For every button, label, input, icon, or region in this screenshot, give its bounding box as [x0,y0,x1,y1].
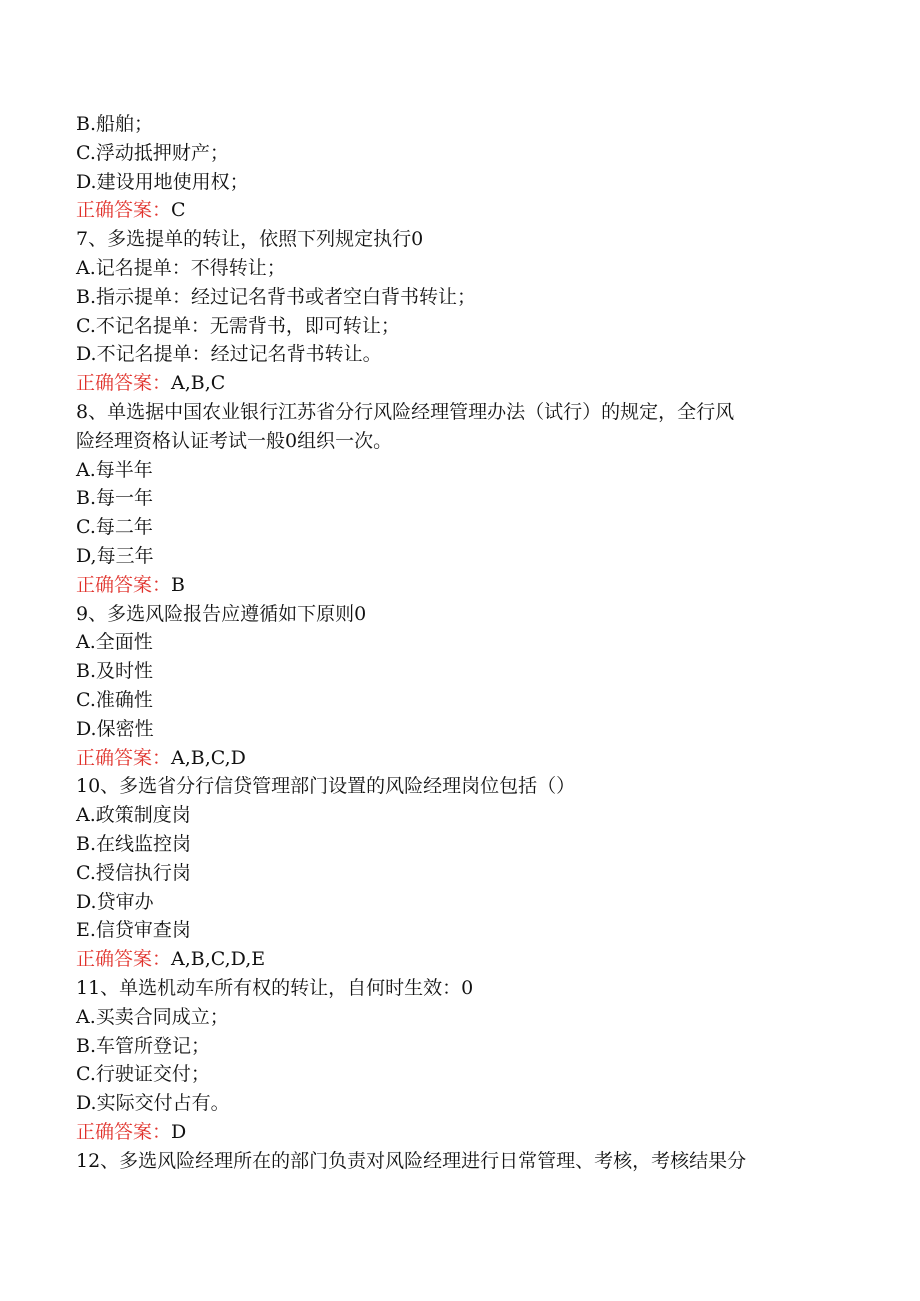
answer-label: 正确答案： [76,746,172,769]
answer-value: D [171,1120,187,1143]
answer-label: 正确答案： [76,948,172,971]
answer-label: 正确答案： [76,573,172,596]
document-page [76,110,846,1175]
option-text: B.及时性 [76,660,154,683]
option-text: C.不记名提单：无需背书，即可转让； [76,314,400,337]
answer-label: 正确答案： [76,1120,172,1143]
option-text: C.浮动抵押财产； [76,141,229,164]
answer-value: C [171,199,186,222]
option-text: A.记名提单：不得转让； [76,256,286,279]
option-text: B.船舶； [76,113,154,135]
option-text: D.建设用地使用权； [76,170,249,193]
answer-line [76,1118,846,1147]
answer-value: A,B,C,D,E [171,948,266,971]
answer-line [76,945,846,974]
option-text: E.信贷审查岗 [76,919,191,942]
option-text: D.保密性 [76,717,154,740]
question-text: 11、单选机动车所有权的转让，自何时生效：0 [76,976,474,999]
answer-line [76,571,846,600]
option-text: B.车管所登记； [76,1034,211,1057]
answer-value: A,B,C,D [171,746,246,769]
option-text: A.买卖合同成立； [76,1005,229,1028]
answer-value: A,B,C [171,372,226,395]
option-text: D.实际交付占有。 [76,1092,230,1115]
option-text: D.不记名提单：经过记名背书转让。 [76,343,382,366]
option-text: A.每半年 [76,458,153,481]
answer-line [76,744,846,773]
question-text: 7、多选提单的转让，依照下列规定执行0 [76,228,424,251]
option-text: C.行驶证交付； [76,1063,210,1086]
option-text: C.授信执行岗 [76,861,191,884]
question-text: 10、多选省分行信贷管理部门设置的风险经理岗位包括（） [76,775,576,798]
option-text: D.贷审办 [76,890,154,913]
question-text: 8、单选据中国农业银行江苏省分行风险经理管理办法（试行）的规定，全行风 [76,400,735,423]
question-text: 9、多选风险报告应遵循如下原则0 [76,602,367,625]
option-text: A.政策制度岗 [76,804,191,827]
option-text: A.全面性 [76,631,153,654]
question-text: 险经理资格认证考试一般0组织一次。 [76,429,393,452]
answer-line [76,196,846,225]
question-text: 12、多选风险经理所在的部门负责对风险经理进行日常管理、考核，考核结果分 [76,1149,747,1172]
answer-label: 正确答案： [76,199,172,222]
option-text: D,每三年 [76,544,154,567]
option-text: C.准确性 [76,688,153,711]
option-text: B.在线监控岗 [76,832,192,855]
answer-value: B [171,573,185,596]
answer-label: 正确答案： [76,372,172,395]
option-text: B.每一年 [76,487,154,510]
option-text: B.指示提单：经过记名背书或者空白背书转让； [76,285,477,308]
option-text: C.每二年 [76,516,153,539]
answer-line [76,369,846,398]
